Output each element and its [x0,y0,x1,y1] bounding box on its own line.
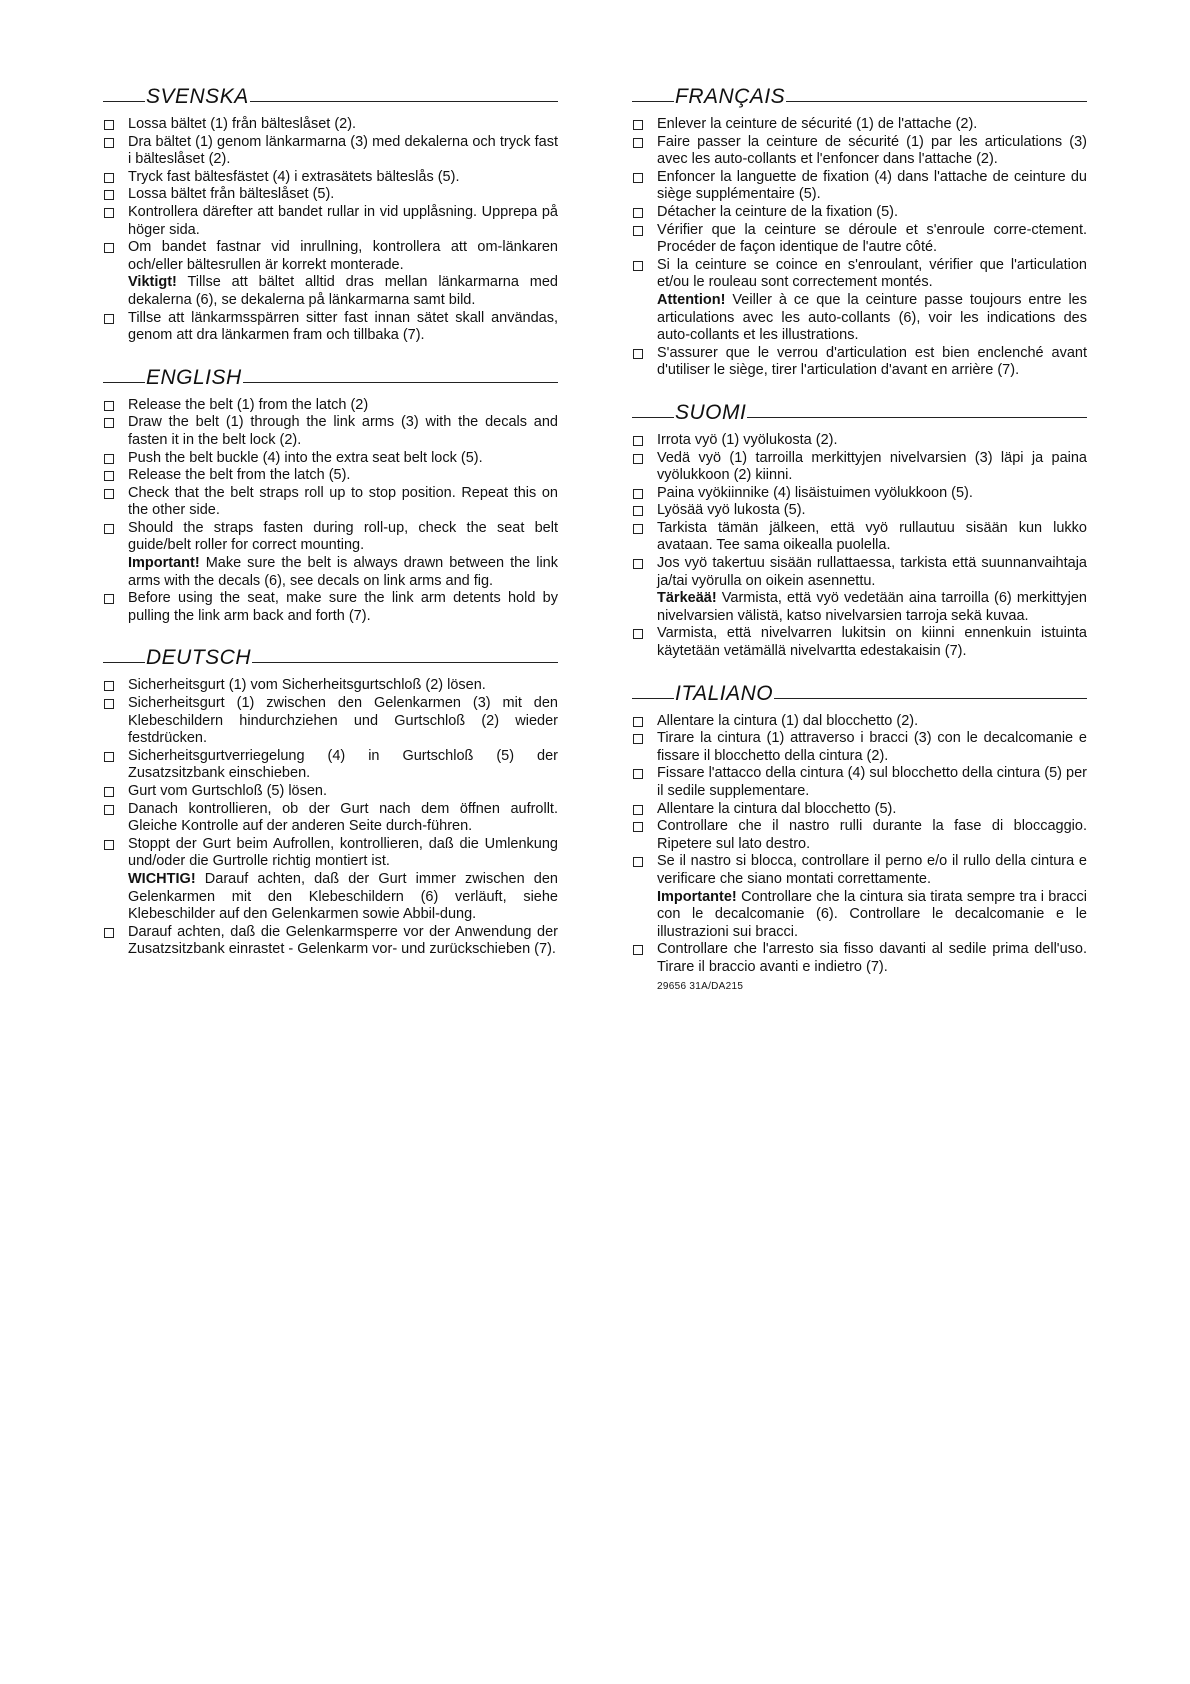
checkbox-icon [104,243,114,253]
list-item: Lossa bältet (1) från bälteslåset (2). [103,116,558,134]
checkbox-icon [104,489,114,499]
list-item: Faire passer la ceinture de sécurité (1) par les articulations (3) avec les auto-collants et l'enfoncer dans l'attache (2). [632,134,1087,169]
section-title: DEUTSCH [146,646,252,670]
section-deutsch [103,643,558,959]
checkbox-icon [104,840,114,850]
section-heading [632,679,1087,709]
list-item: Détacher la ceinture de la fixation (5). [632,204,1087,222]
list-item: Se il nastro si blocca, controllare il perno e/o il rullo della cintura e verificare che siano montati correttamente. Importante! Controllare che la cintura sia tirata sempre tra i bracci con le decalcomanie (6). Controllare le decalcomanie e le illustrazioni sui bracci. [632,853,1087,941]
list-item: Irrota vyö (1) vyölukosta (2). [632,432,1087,450]
list-item: Lyösää vyö lukosta (5). [632,502,1087,520]
checkbox-icon [633,805,643,815]
instruction-list [632,713,1087,977]
checkbox-icon [633,349,643,359]
list-item: Varmista, että nivelvarren lukitsin on kiinni ennenkuin istuinta käytetään vetämällä nivelvartta edestakaisin (7). [632,625,1087,660]
list-item: Fissare l'attacco della cintura (4) sul blocchetto della cintura (5) per il sedile supplementare. [632,765,1087,800]
list-item: Lossa bältet från bälteslåset (5). [103,186,558,204]
note-text: Controllare che la cintura sia tirata sempre tra i bracci con le decalcomanie (6). Controllare le decalcomanie e le illustrazioni sui bracci. [657,888,1087,940]
section-heading [103,363,558,393]
checkbox-icon [633,629,643,639]
section-title: SVENSKA [146,85,249,108]
checkbox-icon [104,418,114,428]
list-item: Before using the seat, make sure the link arm detents hold by pulling the link arm back and forth (7). [103,590,558,625]
note-text: Tillse att bältet alltid dras mellan länkarmarna med dekalerna (6), se dekalerna på länkarmarna samt bild. [128,274,558,308]
checkbox-icon [104,173,114,183]
note-label: Important! [128,555,200,572]
left-column [103,82,558,977]
section-english [103,363,558,626]
instruction-list [103,116,558,345]
checkbox-icon [104,787,114,797]
list-item: Sicherheitsgurtverriegelung (4) in Gurtschloß (5) der Zusatzsitzbank einschieben. [103,748,558,783]
checkbox-icon [633,226,643,236]
checkbox-icon [633,138,643,148]
list-item: Tryck fast bältesfästet (4) i extrasätets bälteslås (5). [103,169,558,187]
instruction-list [632,432,1087,661]
list-item: Tirare la cintura (1) attraverso i bracci (3) con le decalcomanie e fissare il blocchetto della cintura (2). [632,730,1087,765]
note-text: Darauf achten, daß der Gurt immer zwischen den Gelenkarmen mit den Klebeschildern (6) verläuft, siehe Klebeschilder auf den Gelenkarmen sowie Abbil-dung. [128,870,558,923]
list-item: Kontrollera därefter att bandet rullar in vid upplåsning. Upprepa på höger sida. [103,204,558,239]
instruction-list [103,677,558,959]
list-item: Controllare che il nastro rulli durante la fase di bloccaggio. Ripetere sul lato destro. [632,818,1087,853]
list-item: Allentare la cintura dal blocchetto (5). [632,801,1087,819]
list-item: Release the belt from the latch (5). [103,467,558,485]
checkbox-icon [633,717,643,727]
checkbox-icon [633,734,643,744]
checkbox-icon [104,138,114,148]
checkbox-icon [633,945,643,955]
checkbox-icon [104,120,114,130]
list-item: Si la ceinture se coince en s'enroulant, vérifier que l'articulation et/ou le rouleau sont correctement montés. Attention! Veiller à ce que la ceinture passe toujours entre les articulations avec les auto-collants (6), voir les indications des auto-collants et les illustrations. [632,257,1087,345]
list-item: Allentare la cintura (1) dal blocchetto (2). [632,713,1087,731]
section-francais [632,82,1087,380]
checkbox-icon [104,401,114,411]
checkbox-icon [633,208,643,218]
section-suomi [632,398,1087,661]
note-label: Tärkeää! [657,590,717,607]
checkbox-icon [104,190,114,200]
list-item: Enlever la ceinture de sécurité (1) de l'attache (2). [632,116,1087,134]
checkbox-icon [633,769,643,779]
list-item: Danach kontrollieren, ob der Gurt nach dem öffnen aufrollt. Gleiche Kontrolle auf der anderen Seite durch-führen. [103,801,558,836]
list-item: Gurt vom Gurtschloß (5) lösen. [103,783,558,801]
list-item: Should the straps fasten during roll-up, check the seat belt guide/belt roller for correct mounting. Important! Make sure the belt is always drawn between the link arms with the decals (6), see decals on link arms and fig. [103,520,558,590]
section-heading [103,82,558,112]
note-label: Importante! [657,888,737,905]
section-title: FRANÇAIS [675,85,786,108]
checkbox-icon [104,681,114,691]
right-column [632,82,1087,1010]
checkbox-icon [633,506,643,516]
list-item: Sicherheitsgurt (1) zwischen den Gelenkarmen (3) mit den Klebeschildern hindurchziehen und Gurtschloß (2) wieder festdrücken. [103,695,558,748]
note-text: Make sure the belt is always drawn between the link arms with the decals (6), see decals on link arms and fig. [128,555,558,589]
checkbox-icon [104,699,114,709]
note-text: Varmista, että vyö vedetään aina tarroilla (6) merkittyjen nivelvarsien välistä, katso nivelvarsien tarroja sekä kuvaa. [657,590,1087,624]
list-item: Stoppt der Gurt beim Aufrollen, kontrollieren, daß die Umlenkung und/oder die Gurtrolle richtig montiert ist. WICHTIG! Darauf achten, daß der Gurt immer zwischen den Gelenkarmen mit den Klebeschildern (6) verläuft, siehe Klebeschilder auf den Gelenkarmen sowie Abbil-dung. [103,836,558,924]
instruction-list [103,397,558,626]
checkbox-icon [633,454,643,464]
checkbox-icon [104,805,114,815]
note-text: Veiller à ce que la ceinture passe toujours entre les articulations avec les auto-collants (6), voir les indications des auto-collants et les illustrations. [657,291,1087,344]
list-item: Draw the belt (1) through the link arms (3) with the decals and fasten it in the belt lock (2). [103,414,558,449]
list-item: Check that the belt straps roll up to stop position. Repeat this on the other side. [103,485,558,520]
note-label: Attention! [657,291,726,308]
section-svenska [103,82,558,345]
section-title: ITALIANO [675,681,774,705]
checkbox-icon [104,314,114,324]
list-item: Jos vyö takertuu sisään rullattaessa, tarkista että suunnanvaihtaja ja/tai vyörulla on oikein asennettu. Tärkeää! Varmista, että vyö vedetään aina tarroilla (6) merkittyjen nivelvarsien välistä, katso nivelvarsien tarroja sekä kuvaa. [632,555,1087,625]
note-label: Viktigt! [128,274,177,291]
checkbox-icon [104,524,114,534]
checkbox-icon [633,120,643,130]
list-item: Tarkista tämän jälkeen, että vyö rullautuu sisään kun lukko avataan. Tee sama oikealla puolella. [632,520,1087,555]
list-item: Sicherheitsgurt (1) vom Sicherheitsgurtschloß (2) lösen. [103,677,558,695]
list-item: Paina vyökiinnike (4) lisäistuimen vyölukkoon (5). [632,485,1087,503]
section-title: ENGLISH [146,365,242,389]
list-item: Darauf achten, daß die Gelenkarmsperre vor der Anwendung der Zusatzsitzbank einrastet - Gelenkarm vor- und zurückschieben (7). [103,924,558,959]
checkbox-icon [104,928,114,938]
checkbox-icon [104,471,114,481]
checkbox-icon [633,559,643,569]
section-heading [632,82,1087,112]
list-item: Release the belt (1) from the latch (2) [103,397,558,415]
list-item: Controllare che l'arresto sia fisso davanti al sedile prima dell'uso. Tirare il braccio avanti e indietro (7). [632,941,1087,976]
note-label: WICHTIG! [128,870,196,887]
list-item: Dra bältet (1) genom länkarmarna (3) med dekalerna och tryck fast i bälteslåset (2). [103,134,558,169]
checkbox-icon [104,594,114,604]
list-item: Vedä vyö (1) tarroilla merkittyjen nivelvarsien (3) läpi ja paina vyölukkoon (2) kiinni. [632,450,1087,485]
checkbox-icon [633,524,643,534]
checkbox-icon [633,822,643,832]
checkbox-icon [633,857,643,867]
list-item: Enfoncer la languette de fixation (4) dans l'attache de ceinture du siège supplémentaire (5). [632,169,1087,204]
checkbox-icon [633,261,643,271]
checkbox-icon [104,752,114,762]
list-item: Vérifier que la ceinture se déroule et s'enroule corre-ctement. Procéder de façon identique de l'autre côté. [632,222,1087,257]
list-item: Om bandet fastnar vid inrullning, kontrollera att om-länkaren och/eller bältesrullen är korrekt monterade. Viktigt! Tillse att bältet alltid dras mellan länkarmarna med dekalerna (6), se dekalerna på länkarmarna samt bild. [103,239,558,309]
document-reference: 29656 31A/DA215 [657,980,744,992]
section-italiano [632,679,1087,992]
instruction-list [632,116,1087,380]
list-item: Tillse att länkarmsspärren sitter fast innan sätet skall användas, genom att dra länkarmen fram och tillbaka (7). [103,310,558,345]
checkbox-icon [104,454,114,464]
checkbox-icon [633,489,643,499]
checkbox-icon [633,173,643,183]
checkbox-icon [633,436,643,446]
section-heading [103,643,558,673]
section-title: SUOMI [675,400,747,424]
section-heading [632,398,1087,428]
list-item: Push the belt buckle (4) into the extra seat belt lock (5). [103,450,558,468]
list-item: S'assurer que le verrou d'articulation est bien enclenché avant d'utiliser le siège, tirer l'articulation d'avant en arrière (7). [632,345,1087,380]
checkbox-icon [104,208,114,218]
